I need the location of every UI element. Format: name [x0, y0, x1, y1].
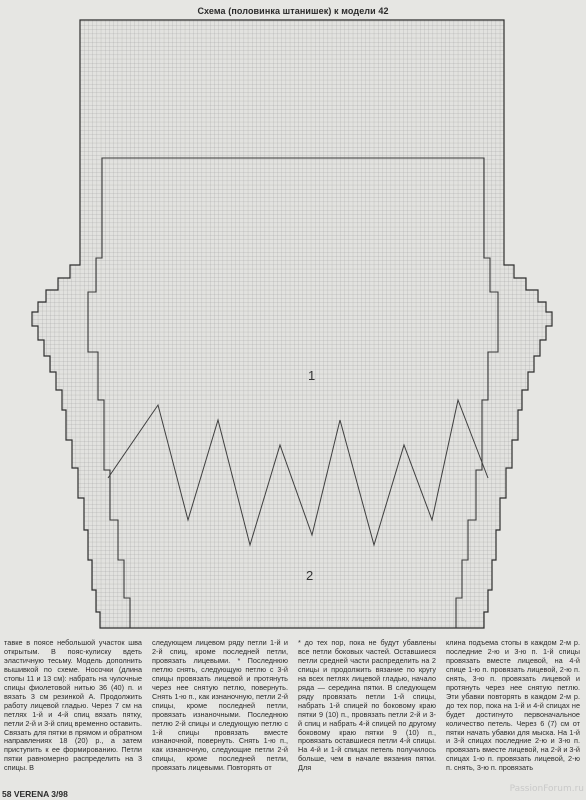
- text-column-3-body: * до тех пор, пока не будут убавлены все петли боковых частей. Оставшиеся петли средней части распределить на 2 спицы и продолжить вязание по кругу на всех петлях лицевой гладью, начало ряда — середина пятки. В следующем ряду провязать петли 1-й спицы, набрать 1-й спицей по боковому краю пятки 9 (10) п., провязать петли 2-й и 3-й спиц и набрать 4-й спицей по другому боковому краю пятки 9 (10) п., провязать оставшиеся петли 4-й спицы. На 4-й и 1-й спицах петель получилось больше, чем в начале вязания пятки. Для: [298, 639, 436, 773]
- text-column-4: [446, 639, 580, 791]
- text-column-2-body: следующем лицевом ряду петли 1-й и 2-й спиц, кроме последней петли, провязать лицевыми. * Последнюю петлю снять, следующую петлю с 3-й спицы провязать лицевой и протянуть через нее снятую петлю, повернуть. Снять 1-ю п., как изнаночную, петли 2-й спицы, кроме последней петли, провязать изнаночными. Последнюю петлю 2-й спицы и следующую петлю с 1-й спицы провязать вместе изнаночной, повернуть. Снять 1-ю п., как изнаночную, следующие петли 2-й спицы, кроме последней петли, провязать лицевыми. Повторять от: [152, 639, 288, 773]
- page-footer: 58 VERENA 3/98: [2, 789, 68, 799]
- text-column-1: [4, 639, 142, 791]
- text-column-2: [152, 639, 288, 791]
- text-column-4-body: клина подъема стопы в каждом 2-м р. последние 2-ю и 3-ю п. 1-й спицы провязать вместе лицевой, на 4-й спице 1-ю п. провязать лицевой, 2-ю п. снять, 3-ю п. провязать лицевой и протянуть через нее снятую петлю. Эти убавки повторять в каждом 2-м р. до тех пор, пока на 1-й и 4-й спицах не будет достигнуто первоначальное количество петель. Через 6 (7) см от пятки начать убавки для мыска. На 1-й и 3-й спицах последние 2-ю и 3-ю п. провязать вместе лицевой, на 2-й и 3-й спицах 1-ю п. провязать лицевой, 2-ю п. снять, 3-ю п. провязать: [446, 639, 580, 773]
- chart-label-2: 2: [306, 568, 314, 583]
- page-title: Схема (половинка штанишек) к модели 42: [197, 6, 389, 16]
- watermark: PassionForum.ru: [509, 784, 584, 794]
- text-column-3: [298, 639, 436, 791]
- chart-label-1: 1: [308, 368, 316, 383]
- text-column-1-body: тавке в поясе небольшой участок шва открытым. В пояс-кулиску вдеть эластичную тесьму. Модель дополнить вышивкой по схеме. Носочки (длина стопы 11 и 13 см): набрать на чулочные спицы фиолетовой нитью 36 (40) п. и вязать 3 см резинкой А. Продолжить работу лицевой гладью. Через 7 см на петлях 1-й и 4-й спиц вязать пятку, петли 2-й и 3-й спиц временно оставить. Связать для пятки в прямом и обратном направлениях 18 (20) р., а затем приступить к ее формированию. Петли пятки равномерно распределить на 3 спицы. В: [4, 639, 142, 773]
